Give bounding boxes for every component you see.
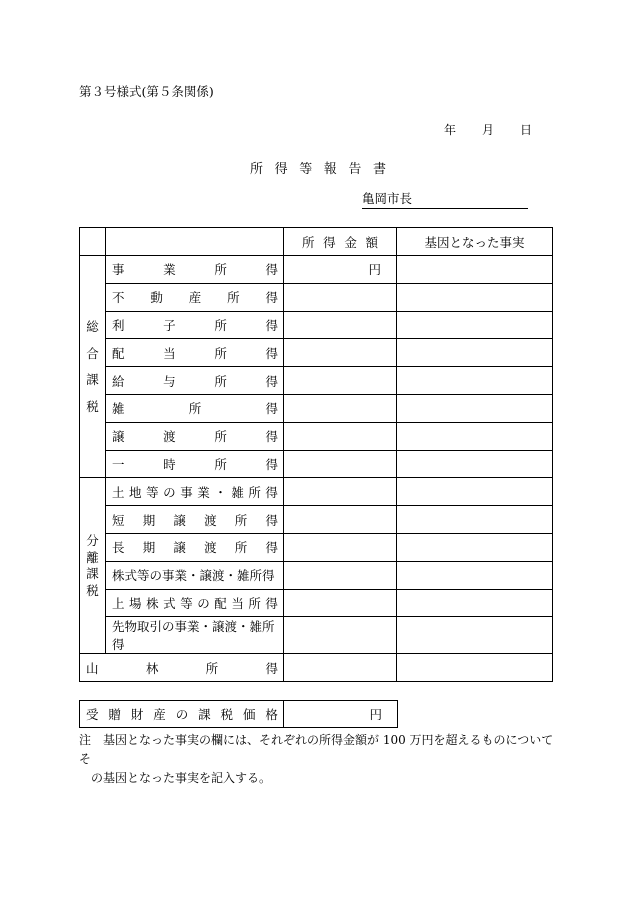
group-label-bunri [80, 478, 106, 654]
income-type-label [106, 283, 284, 311]
note-line-1: 注 基因となった事実の欄には、それぞれの所得金額が 100 万円を超えるものについてそ [79, 733, 554, 766]
addressee-line [362, 192, 528, 209]
income-row [80, 450, 553, 478]
label-char: 所 [188, 401, 202, 417]
income-amount-cell[interactable] [284, 589, 397, 617]
label-char: 所 [248, 484, 261, 500]
income-row [80, 617, 553, 654]
income-type-label [106, 394, 284, 422]
label-char: 譲 [173, 540, 186, 556]
income-report-table [79, 227, 553, 682]
income-fact-cell[interactable] [397, 256, 553, 284]
label-char: 林 [145, 660, 159, 676]
label-char: 得 [265, 290, 278, 306]
date-month-label: 月 [481, 123, 494, 137]
label-char: の [163, 484, 176, 500]
income-row [80, 367, 553, 395]
income-row [80, 283, 553, 311]
group-char: 税 [86, 398, 99, 414]
income-fact-cell[interactable] [397, 422, 553, 450]
label-char: 所 [248, 595, 261, 611]
label-char: 一 [112, 456, 125, 472]
label-char: 産 [188, 290, 202, 306]
label-char: 等 [146, 484, 159, 500]
label-char: 所 [214, 345, 227, 361]
label-char: 長 [112, 540, 125, 556]
label-char: 得 [265, 262, 278, 278]
income-amount-cell[interactable] [284, 533, 397, 561]
group-char: 離 [86, 549, 99, 565]
label-char: 当 [163, 345, 176, 361]
label-char: ・ [214, 484, 227, 500]
gift-amount-cell[interactable]: 円 [284, 701, 398, 728]
label-char: 所 [227, 290, 240, 306]
group-char: 税 [86, 582, 99, 598]
income-row [80, 394, 553, 422]
label-char: 株 [146, 595, 159, 611]
label-char: 等 [180, 595, 193, 611]
income-amount-cell[interactable] [284, 450, 397, 478]
income-row [80, 561, 553, 589]
label-char: 業 [197, 484, 210, 500]
income-row [80, 422, 553, 450]
income-amount-cell[interactable] [284, 339, 397, 367]
label-char: 譲 [112, 429, 125, 445]
group-char: 合 [86, 345, 99, 361]
income-type-label [106, 506, 284, 534]
group-char: 分 [86, 533, 99, 549]
note-line-2: の基因となった事実を記入する。 [91, 771, 272, 785]
label-char: 受 [86, 707, 99, 722]
income-type-label [106, 339, 284, 367]
label-char: 事 [180, 484, 193, 500]
note [79, 731, 559, 788]
label-char: 所 [234, 512, 248, 528]
label-char: 得 [265, 317, 278, 333]
title-char: 等 [299, 162, 313, 177]
group-char: 課 [86, 566, 99, 582]
income-amount-cell[interactable] [284, 283, 397, 311]
label-char: 贈 [108, 707, 121, 722]
label-char: 得 [265, 540, 278, 556]
income-fact-cell[interactable] [397, 394, 553, 422]
label-char: 課 [198, 707, 211, 722]
income-type-label [106, 367, 284, 395]
income-fact-cell[interactable] [397, 654, 553, 682]
label-char: 所 [214, 429, 227, 445]
date-line [444, 121, 532, 138]
label-char: 得 [265, 595, 278, 611]
label-char: 配 [112, 345, 125, 361]
income-row [80, 589, 553, 617]
title-char: 書 [372, 162, 386, 177]
income-fact-cell[interactable] [397, 533, 553, 561]
label-char: 株式等の事業・譲渡・雑所得 [112, 568, 275, 584]
income-amount-cell[interactable] [284, 367, 397, 395]
income-fact-cell[interactable] [397, 450, 553, 478]
label-char: 式 [163, 595, 176, 611]
gift-row [80, 701, 398, 728]
label-char: 所 [214, 373, 227, 389]
income-amount-cell[interactable]: 円 [284, 256, 397, 284]
income-amount-cell[interactable] [284, 478, 397, 506]
income-amount-cell[interactable] [284, 311, 397, 339]
label-char: 期 [142, 512, 156, 528]
gift-label-cell [80, 701, 284, 728]
income-type-label [106, 561, 284, 589]
addressee: 亀岡市長 [362, 191, 413, 206]
income-type-label [106, 478, 284, 506]
title-char: 所 [250, 162, 264, 177]
income-type-label [106, 617, 284, 654]
header-char: 額 [365, 234, 378, 250]
label-char: 価 [242, 707, 256, 722]
label-char: 所 [214, 262, 227, 278]
income-amount-cell[interactable] [284, 617, 397, 654]
income-row [80, 256, 553, 284]
income-row [80, 506, 553, 534]
income-row [80, 478, 553, 506]
income-type-label [106, 533, 284, 561]
label-char: 上 [112, 595, 125, 611]
header-char: 金 [344, 234, 357, 250]
label-char: 雑 [112, 401, 125, 417]
income-amount-cell[interactable] [284, 422, 397, 450]
header-char: 所 [302, 234, 315, 250]
income-type-label [106, 589, 284, 617]
title-char: 報 [323, 162, 337, 177]
label-char: 渡 [204, 512, 217, 528]
income-row [80, 339, 553, 367]
header-fact: 基因となった事実 [397, 228, 553, 256]
label-char: 短 [112, 512, 125, 528]
group-char: 課 [86, 372, 99, 388]
label-char: 子 [163, 317, 176, 333]
income-fact-cell[interactable] [397, 283, 553, 311]
label-char: 所 [234, 540, 248, 556]
label-char: 時 [163, 456, 176, 472]
group-char: 総 [86, 318, 99, 334]
label-char: 利 [112, 317, 125, 333]
label-char: 財 [130, 707, 144, 722]
label-char: 得 [265, 345, 278, 361]
label-char: 地 [129, 484, 142, 500]
header-amount [284, 228, 397, 256]
header-char: 得 [323, 234, 336, 250]
label-char: 得 [265, 484, 278, 500]
income-fact-cell[interactable] [397, 367, 553, 395]
label-char: 得 [265, 429, 278, 445]
label-char: 土 [112, 484, 125, 500]
label-char: 産 [153, 707, 166, 722]
label-char: 期 [142, 540, 156, 556]
income-type-label [106, 311, 284, 339]
label-char: 格 [265, 707, 278, 722]
income-fact-cell[interactable] [397, 506, 553, 534]
header-blank-cell [80, 228, 106, 256]
income-type-label [106, 256, 284, 284]
label-char: 得 [265, 401, 278, 417]
label-char: 雑 [231, 484, 244, 500]
income-type-label [80, 654, 284, 682]
income-amount-cell[interactable] [284, 561, 397, 589]
date-day-label: 日 [519, 123, 532, 137]
label-char: の [197, 595, 210, 611]
income-row [80, 311, 553, 339]
title-char: 告 [348, 162, 362, 177]
gift-property-table [79, 700, 398, 728]
income-amount-cell[interactable] [284, 506, 397, 534]
label-char: 所 [214, 456, 227, 472]
label-char: 動 [150, 290, 163, 306]
income-fact-cell[interactable] [397, 311, 553, 339]
label-char: 場 [129, 595, 142, 611]
income-type-label [106, 450, 284, 478]
label-char: 得 [265, 512, 278, 528]
income-amount-cell[interactable] [284, 654, 397, 682]
label-char: の [175, 707, 189, 722]
label-char: 事 [112, 262, 125, 278]
label-char: 配 [214, 595, 227, 611]
header-blank-cell [106, 228, 284, 256]
income-amount-cell[interactable] [284, 394, 397, 422]
label-char: 与 [163, 373, 176, 389]
income-fact-cell[interactable] [397, 589, 553, 617]
income-fact-cell[interactable] [397, 339, 553, 367]
income-fact-cell[interactable] [397, 617, 553, 654]
label-char: 渡 [204, 540, 217, 556]
group-label-sogo [80, 256, 106, 478]
label-char: 山 [86, 660, 99, 676]
label-char: 不 [112, 290, 125, 306]
date-year-label: 年 [444, 123, 457, 137]
form-number: 第３号様式(第５条関係) [79, 84, 214, 99]
document-title [250, 158, 386, 177]
label-char: 渡 [163, 429, 176, 445]
label-char: 給 [112, 373, 125, 389]
label-char: 得 [265, 373, 278, 389]
income-fact-cell[interactable] [397, 478, 553, 506]
label-char: 所 [205, 660, 219, 676]
label-char: 当 [231, 595, 244, 611]
label-char: 先物取引の事業・譲渡・雑所得 [112, 619, 275, 653]
label-char: 得 [265, 660, 278, 676]
income-row-sanrin [80, 654, 553, 682]
table-header-row [80, 228, 553, 256]
label-char: 得 [265, 456, 278, 472]
title-char: 得 [274, 162, 288, 177]
label-char: 所 [214, 317, 227, 333]
income-fact-cell[interactable] [397, 561, 553, 589]
label-char: 業 [163, 262, 176, 278]
income-type-label [106, 422, 284, 450]
income-row [80, 533, 553, 561]
label-char: 税 [220, 707, 234, 722]
label-char: 譲 [173, 512, 186, 528]
